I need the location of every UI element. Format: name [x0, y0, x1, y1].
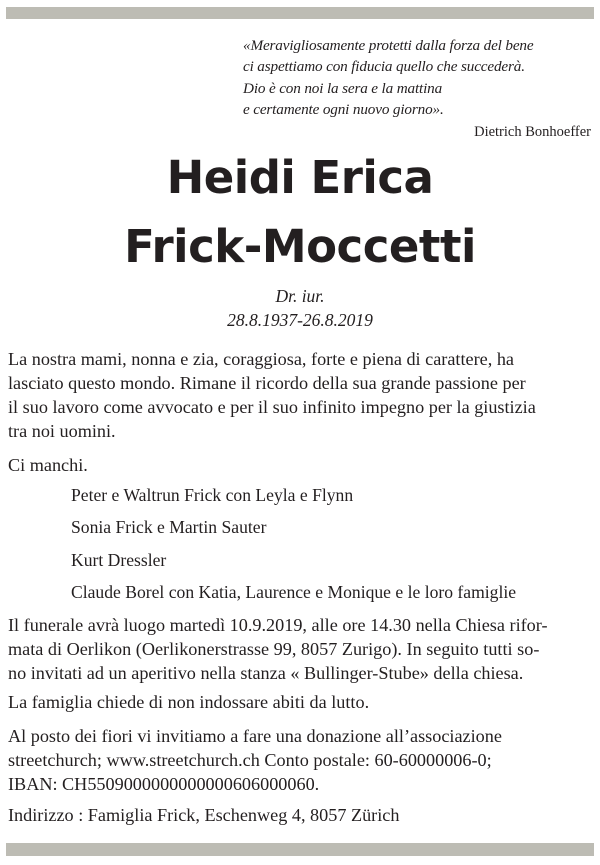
deceased-surname: Frick-Moccetti: [124, 220, 476, 273]
intro-line: La nostra mami, nonna e zia, coraggiosa, forte e piena di carattere, ha: [8, 349, 514, 369]
quote-line: e certamente ogni nuovo giorno».: [243, 100, 444, 118]
miss-you-line: Ci manchi.: [8, 455, 88, 475]
academic-title: Dr. iur.: [275, 286, 325, 306]
address-line: Indirizzo : Famiglia Frick, Eschenweg 4, 8057 Zürich: [8, 805, 400, 825]
donation-line: IBAN: CH5509000000000000606000060.: [8, 774, 320, 794]
family-member-line: Sonia Frick e Martin Sauter: [71, 517, 267, 537]
quote-line: Dio è con noi la sera e la mattina: [243, 79, 443, 97]
quote-line: «Meravigliosamente protetti dalla forza del bene: [243, 37, 534, 54]
top-border-bar: [6, 7, 594, 19]
funeral-line: Il funerale avrà luogo martedì 10.9.2019, alle ore 14.30 nella Chiesa rifor-: [8, 615, 548, 635]
donation-line: Al posto dei fiori vi invitiamo a fare una donazione all’associazione: [8, 726, 502, 746]
funeral-line: no invitati ad un aperitivo nella stanza « Bullinger-Stube» della chiesa.: [8, 663, 524, 683]
funeral-paragraph: [8, 613, 594, 685]
mourning-note: La famiglia chiede di non indossare abiti da lutto.: [8, 692, 370, 712]
intro-line: tra noi uomini.: [8, 421, 116, 441]
family-member-line: Claude Borel con Katia, Laurence e Monique e le loro famiglie: [71, 582, 517, 602]
deceased-first-names: Heidi Erica: [166, 151, 434, 204]
funeral-line: mata di Oerlikon (Oerlikonerstrasse 99, 8057 Zurigo). In seguito tutti so-: [8, 639, 540, 659]
quote-block: [243, 35, 593, 120]
quote-author: Dietrich Bonhoeffer: [474, 124, 591, 140]
donation-line: streetchurch; www.streetchurch.ch Conto postale: 60-60000006-0;: [8, 750, 492, 770]
intro-line: lasciato questo mondo. Rimane il ricordo della sua grande passione per: [8, 373, 526, 393]
intro-line: il suo lavoro come avvocato e per il suo infinito impegno per la giustizia: [8, 397, 536, 417]
life-dates: 28.8.1937-26.8.2019: [227, 310, 373, 330]
donation-paragraph: [8, 724, 594, 796]
quote-line: ci aspettiamo con fiducia quello che succederà.: [243, 58, 525, 76]
bottom-border-bar: [6, 843, 594, 856]
family-member-line: Peter e Waltrun Frick con Leyla e Flynn: [71, 485, 354, 505]
intro-paragraph: [8, 347, 594, 443]
family-member-line: Kurt Dressler: [71, 550, 167, 570]
